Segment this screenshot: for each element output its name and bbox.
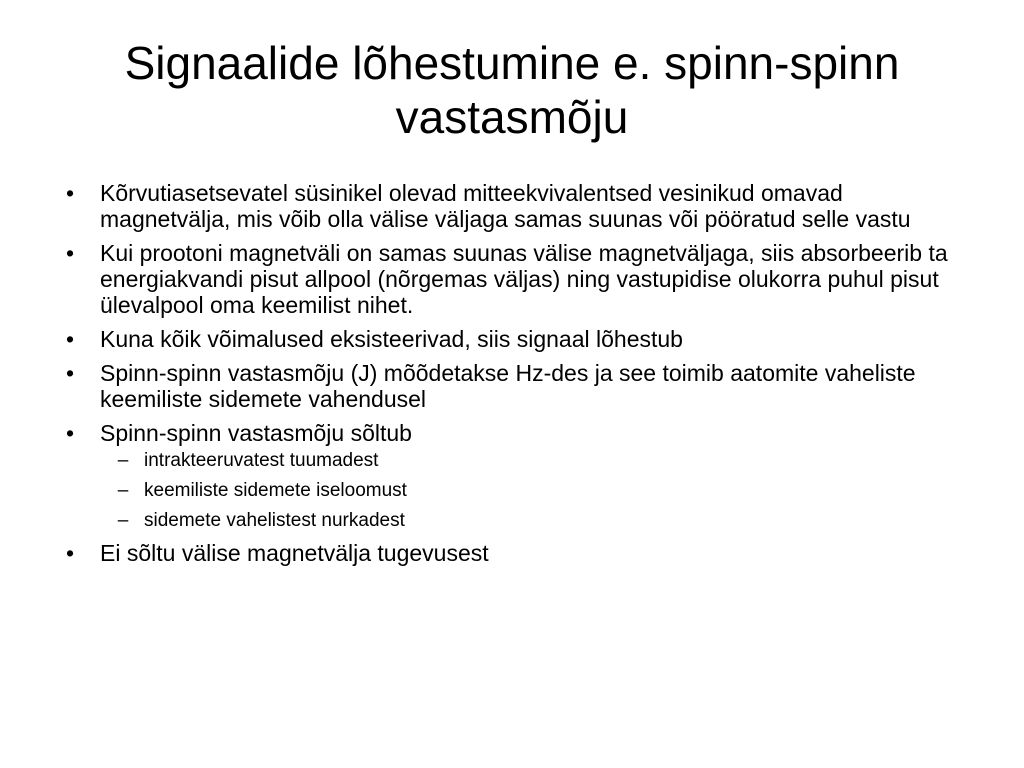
- bullet-item: [60, 360, 970, 412]
- sub-bullet-marker: –: [117, 510, 129, 531]
- sub-bullet-list: [100, 450, 970, 532]
- bullet-text: Spinn-spinn vastasmõju sõltub: [100, 420, 412, 446]
- sub-bullet-text: keemiliste sidemete iseloomust: [144, 480, 407, 501]
- sub-bullet-text: sidemete vahelistest nurkadest: [144, 510, 405, 531]
- bullet-text: Kuna kõik võimalused eksisteerivad, siis signaal lõhestub: [100, 326, 683, 352]
- bullet-list: [60, 180, 970, 574]
- bullet-item: [60, 326, 970, 352]
- sub-bullet-item: [100, 510, 970, 532]
- bullet-item: [60, 420, 970, 532]
- bullet-text: Kui prootoni magnetväli on samas suunas välise magnetväljaga, siis absorbeerib ta energiakvandi pisut allpool (nõrgemas väljas) ning vastupidise olukorra puhul pisut ülevalpool oma keemilist nihet.: [100, 240, 948, 318]
- slide-title: Signaalide lõhestumine e. spinn-spinn vastasmõju: [124, 37, 900, 143]
- sub-bullet-text: intrakteeruvatest tuumadest: [144, 450, 379, 471]
- bullet-text: Spinn-spinn vastasmõju (J) mõõdetakse Hz-des ja see toimib aatomite vaheliste keemiliste sidemete vahendusel: [100, 360, 916, 412]
- bullet-marker: •: [65, 180, 75, 206]
- bullet-item: [60, 540, 970, 566]
- bullet-marker: •: [65, 360, 75, 386]
- sub-bullet-item: [100, 450, 970, 472]
- bullet-item: [60, 180, 970, 232]
- bullet-item: [60, 240, 970, 318]
- bullet-marker: •: [65, 326, 75, 352]
- bullet-marker: •: [65, 420, 75, 446]
- sub-bullet-marker: –: [117, 450, 129, 471]
- bullet-marker: •: [65, 240, 75, 266]
- sub-bullet-marker: –: [117, 480, 129, 501]
- bullet-text: Kõrvutiasetsevatel süsinikel olevad mitteekvivalentsed vesinikud omavad magnetvälja, mis võib olla välise väljaga samas suunas või pööratud selle vastu: [100, 180, 911, 232]
- sub-bullet-item: [100, 480, 970, 502]
- bullet-text: Ei sõltu välise magnetvälja tugevusest: [100, 540, 489, 566]
- bullet-marker: •: [65, 540, 75, 566]
